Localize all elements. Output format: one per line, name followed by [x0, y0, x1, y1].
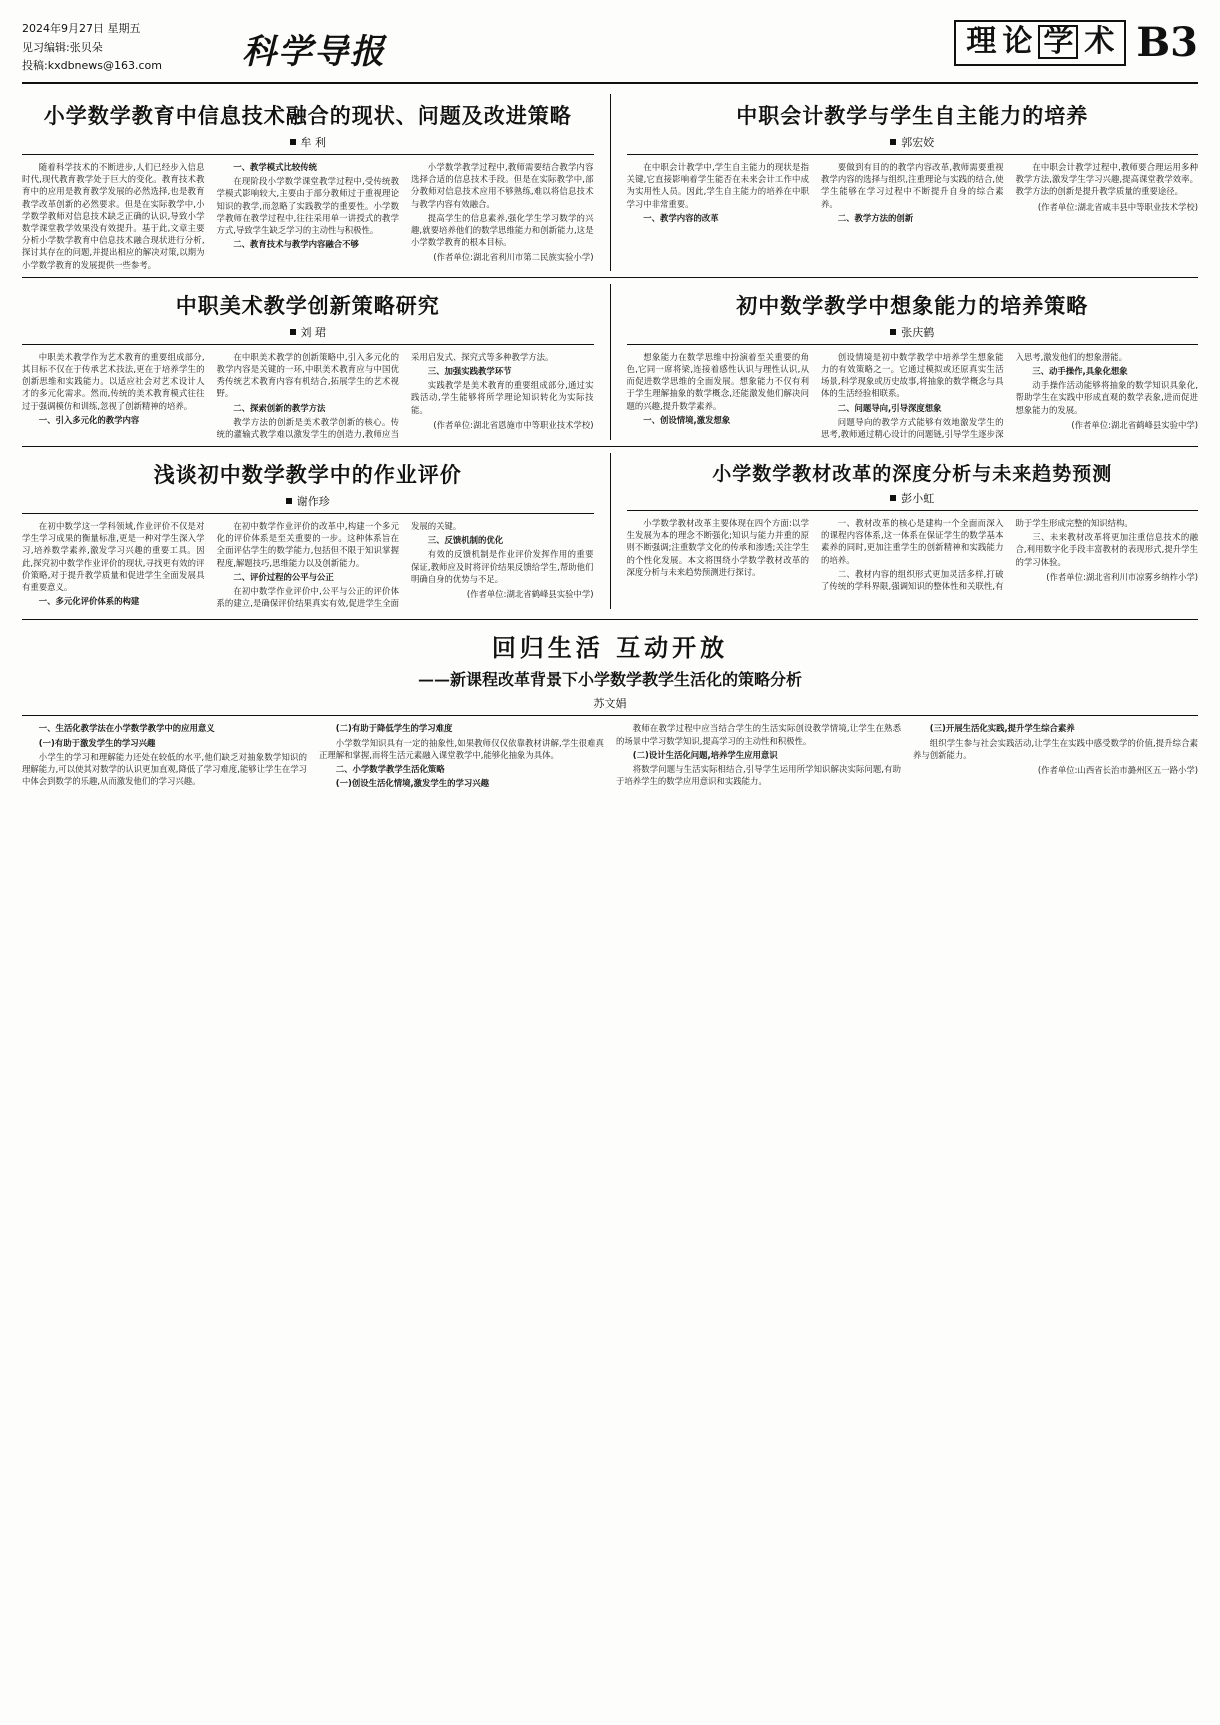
editor-line: 见习编辑:张贝朵 — [22, 40, 103, 54]
paragraph: 在中职会计教学过程中,教师要合理运用多种教学方法,激发学生学习兴趣,提高课堂教学效率。教学方法的创新是提升教学质量的重要途径。 — [1015, 162, 1198, 197]
section-char-4: 术 — [1084, 24, 1115, 59]
submission-email: 投稿:kxdbnews@163.com — [22, 59, 163, 73]
article-a7-affiliation: (作者单位:山西省长治市潞州区五一路小学) — [1037, 764, 1198, 775]
paragraph: 创设情境是初中数学教学中培养学生想象能力的有效策略之一。它通过模拟或还原真实生活场景,科学现象或历史故事,将抽象的数学概念与具体的生活经验相联系。 — [821, 351, 1004, 399]
paragraph: 实践教学是美术教育的重要组成部分,通过实践活动,学生能够将所学理论知识转化为实际技能。 — [411, 380, 594, 415]
paragraph: 三、未来教材改革将更加注重信息技术的融合,利用数字化手段丰富教材的表现形式,提升学生的学习体验。 — [1015, 532, 1198, 567]
article-a2-affiliation: (作者单位:湖北省咸丰县中等职业技术学校) — [1037, 201, 1198, 212]
section-char-3: 学 — [1038, 25, 1078, 59]
article-a2-author — [627, 134, 1199, 150]
article-a5 — [22, 453, 594, 609]
article-a6-author-name: 彭小虹 — [901, 492, 935, 506]
row-top — [22, 94, 1198, 271]
paragraph-heading: 一、多元化评价体系的构建 — [38, 596, 140, 607]
paragraph-heading: 一、生活化教学法在小学数学教学中的应用意义 — [38, 723, 215, 734]
paragraph: 提高学生的信息素养,强化学生学习数学的兴趣,就要培养他们的数学思维能力和创新能力,这是小学数学教育的根本目标。 — [411, 212, 594, 248]
article-a4 — [627, 284, 1199, 440]
article-a6 — [627, 453, 1199, 609]
article-a7-body — [22, 722, 1198, 789]
paragraph: 在中职会计教学中,学生自主能力的现状是指关键,它直接影响着学生能否在未来会计工作中成为实用性人员。因此,学生自主能力的培养在中职学习中非常重要。 — [626, 162, 809, 209]
paragraph-heading: 二、探索创新的教学方法 — [233, 402, 326, 413]
article-a1-affiliation: (作者单位:湖北省利川市第二民族实验小学) — [433, 252, 594, 263]
paragraph-heading: 一、教学模式比较传统 — [233, 162, 318, 173]
paragraph-heading: 二、问题导向,引导深度想象 — [837, 402, 942, 413]
divider — [627, 154, 1199, 155]
article-a7-subtitle: ——新课程改革背景下小学数学教学生活化的策略分析 — [417, 670, 802, 690]
column-divider — [610, 284, 611, 440]
article-a2-title: 中职会计教学与学生自主能力的培养 — [736, 103, 1089, 129]
paragraph-heading: 一、引入多元化的教学内容 — [38, 414, 140, 425]
paragraph: 想象能力在数学思维中扮演着至关重要的角色,它同一席将梁,连接着感性认识与理性认识,从而促进数学思维的全面发展。想象能力不仅有利于学生理解抽象的数学概念,还能激发他们解决问题的兴趣,提升数学素养。 — [626, 351, 809, 411]
paragraph: 二、教材内容的组织形式更加灵活多样,打破了传统的学科界限,强调知识的整体性和关联性,有助于学生形成完整的知识结构。 — [821, 518, 1133, 591]
article-a6-body — [627, 517, 1199, 592]
paragraph: 在初中数学作业评价的改革中,构建一个多元化的评价体系是至关重要的一步。这种体系旨在全面评估学生的数学能力,包括但不限于知识掌握程度,解题技巧,思维能力以及创新能力。 — [216, 521, 399, 568]
paragraph: 组织学生参与社会实践活动,让学生在实践中感受数学的价值,提升综合素养与创新能力。 — [913, 737, 1198, 760]
divider — [22, 619, 1198, 620]
article-a3 — [22, 284, 594, 440]
section-header — [954, 18, 1198, 66]
section-char-2: 论 — [1002, 24, 1033, 59]
page-number: B3 — [1136, 19, 1198, 66]
paragraph-heading: 三、反馈机制的优化 — [427, 535, 504, 546]
article-a4-author-name: 张庆鹤 — [901, 325, 935, 339]
paragraph: 在现阶段小学数学课堂教学过程中,受传统教学模式影响较大,主要由于部分教师过于重视理论知识的教学,而忽略了实践教学的重要性。小学数学教师在教学过程中,往往采用单一讲授式的教学方式,导致学生缺乏学习的主动性与积极性。 — [216, 176, 399, 235]
paragraph-heading: 三、动手操作,具象化想象 — [1032, 365, 1128, 376]
article-a3-body — [22, 351, 594, 440]
paragraph: 小学生的学习和理解能力还处在较低的水平,他们缺乏对抽象数学知识的理解能力,可以使其对数学的认识更加直观,降低了学习难度,能够让学生在学习中体会到数学的乐趣,从而激发他们的学习兴趣。 — [22, 751, 307, 787]
paragraph: 动手操作活动能够将抽象的数学知识具象化,帮助学生在实践中形成直观的数学表象,进而促进想象能力的发展。 — [1015, 380, 1198, 415]
article-a3-head — [22, 290, 594, 340]
bullet-square-icon — [890, 495, 896, 501]
paragraph: 在初中数学作业评价中,公平与公正的评价体系的建立,是确保评价结果真实有效,促进学生全面发展的关键。 — [216, 521, 462, 609]
issue-date: 2024年9月27日 星期五 — [22, 22, 141, 35]
paragraph: 教学方法的创新是美术教学创新的核心。传统的灌输式教学难以激发学生的创造力,教师应当采用启发式、探究式等多种教学方法。 — [216, 351, 554, 439]
bullet-square-icon — [890, 139, 896, 145]
paragraph: 小学数学知识具有一定的抽象性,如果教师仅仅依靠教材讲解,学生很难真正理解和掌握,而将生活元素融入课堂教学中,能够化抽象为具体。 — [319, 737, 604, 760]
paragraph-heading: 一、教学内容的改革 — [643, 212, 719, 223]
paragraph-heading: 二、评价过程的公平与公正 — [233, 571, 334, 582]
paragraph-heading: (一)创设生活化情境,激发学生的学习兴趣 — [335, 778, 490, 789]
column-divider — [610, 94, 611, 271]
article-a6-affiliation: (作者单位:湖北省利川市凉雾乡纳柞小学) — [1046, 571, 1198, 582]
masthead — [22, 18, 1198, 84]
article-a3-affiliation: (作者单位:湖北省恩施市中等职业技术学校) — [433, 419, 594, 430]
article-a3-author-name: 刘 珺 — [300, 325, 326, 339]
article-a4-author — [627, 324, 1199, 340]
article-a6-author — [627, 490, 1199, 506]
article-a2 — [627, 94, 1199, 271]
article-a5-head — [22, 459, 594, 509]
divider — [22, 446, 1198, 447]
article-a1-body — [22, 161, 594, 271]
paragraph: 问题导向的教学方式能够有效地激发学生的思考,教师通过精心设计的问题链,引导学生逐步深入思考,激发他们的想象潜能。 — [821, 351, 1128, 439]
paragraph: 随着科学技术的不断进步,人们已经步入信息时代,现代教育教学处于巨大的变化。教育技术教育中的应用是教育教学发展的必然选择,也是教育教学改革创新的必然要求。但是在实际教学中,小学数学教师对信息技术缺乏正确的认识,导致小学数学课堂教学效果没有效提升。基于此,文章主要分析小学数学教育中信息技术融合现状进行分析,探讨其存在的问题,并提出相应的解决对策,以期为小学数学教育的发展提供一些参考。 — [22, 162, 205, 270]
article-a3-author — [22, 324, 594, 340]
paragraph-heading: 一、创设情境,激发想象 — [643, 414, 731, 425]
article-a4-affiliation: (作者单位:湖北省鹤峰县实验中学) — [1071, 419, 1198, 430]
paragraph: 在中职美术教学的创新策略中,引入多元化的教学内容是关键的一环,中职美术教育应与中国优秀传统艺术教育内容有机结合,拓展学生的艺术视野。 — [216, 351, 399, 399]
paragraph-heading: 三、加强实践教学环节 — [427, 365, 512, 376]
paper-name-wrap — [232, 18, 954, 73]
article-a4-body — [627, 351, 1199, 440]
article-a7-title: 回归生活 互动开放 — [491, 633, 729, 663]
article-a7 — [22, 628, 1198, 789]
divider — [22, 154, 594, 155]
article-a5-body — [22, 520, 594, 609]
paragraph: 中职美术教学作为艺术教育的重要组成部分,其目标不仅在于传承艺术技法,更在于培养学生的创新思维和实践能力。以适应社会对艺术设计人才的多元化需求。然而,传统的美术教育模式往往过于强调模仿和训练,忽视了创新精神的培养。 — [22, 351, 205, 411]
article-a5-author — [22, 493, 594, 509]
divider — [22, 513, 594, 514]
paragraph: 将数学问题与生活实际相结合,引导学生运用所学知识解决实际问题,有助于培养学生的数学应用意识和实践能力。 — [616, 763, 901, 787]
row-middle — [22, 284, 1198, 440]
article-a1-head — [22, 100, 594, 150]
paragraph: 小学数学教材改革主要体现在四个方面:以学生发展为本的理念不断强化;知识与能力并重的原则不断强调;注重数学文化的传承和渗透;关注学生的个性化发展。本文将围绕小学数学教材改革的深度分析与未来趋势预测进行探讨。 — [626, 518, 809, 577]
article-a3-title: 中职美术教学创新策略研究 — [175, 292, 440, 318]
divider — [627, 344, 1199, 345]
article-a2-author-name: 郭宏姣 — [901, 136, 935, 150]
paragraph: 一、教材改革的核心是建构一个全面而深入的课程内容体系,这一体系在保证学生的数学基本素养的同时,更加注重学生的创新精神和实践能力的培养。 — [821, 518, 1004, 565]
paragraph-heading: 二、教学方法的创新 — [837, 212, 914, 223]
article-a4-title: 初中数学教学中想象能力的培养策略 — [736, 292, 1089, 318]
paragraph-heading: 二、小学数学教学生活化策略 — [335, 763, 445, 774]
article-a6-head — [627, 459, 1199, 506]
article-a2-body — [627, 161, 1199, 224]
paragraph: 教师在教学过程中应当结合学生的生活实际创设教学情境,让学生在熟悉的场景中学习数学知识,提高学习的主动性和积极性。 — [616, 723, 901, 746]
article-a1-author — [22, 134, 594, 150]
bullet-square-icon — [286, 498, 292, 504]
paragraph: 要做到有目的的教学内容改革,教师需要重视教学内容的选择与组织,注重理论与实践的结合,使学生能够在学习过程中不断提升自身的综合素养。 — [821, 162, 1004, 209]
article-a6-title: 小学数学教材改革的深度分析与未来趋势预测 — [712, 463, 1113, 486]
article-a1-author-name: 牟 利 — [300, 136, 326, 150]
paragraph-heading: (二)设计生活化问题,培养学生应用意识 — [632, 749, 778, 760]
divider — [627, 510, 1199, 511]
section-label-box — [954, 20, 1126, 66]
page-body — [22, 94, 1198, 789]
divider — [22, 715, 1198, 716]
paragraph: 有效的反馈机制是作业评价发挥作用的重要保证,教师应及时将评价结果反馈给学生,帮助他们明确自身的优势与不足。 — [411, 549, 594, 584]
divider — [22, 277, 1198, 278]
section-char-1: 理 — [966, 24, 997, 59]
paragraph-heading: 二、教育技术与教学内容融合不够 — [233, 239, 359, 250]
paragraph-heading: (二)有助于降低学生的学习难度 — [335, 723, 453, 734]
bullet-square-icon — [890, 329, 896, 335]
bullet-square-icon — [290, 329, 296, 335]
article-a5-title: 浅谈初中数学教学中的作业评价 — [153, 462, 462, 488]
paragraph: 在初中数学这一学科领域,作业评价不仅是对学生学习成果的衡量标准,更是一种对学生深入学习,培养数学素养,激发学习兴趣的重要工具。因此,探究初中数学作业评价的现状,寻找更有效的评价策略,对于提升教学质量和促进学生全面发展具有重要意义。 — [22, 521, 205, 592]
article-a1 — [22, 94, 594, 271]
article-a7-author — [22, 695, 1198, 711]
article-a1-title: 小学数学教育中信息技术融合的现状、问题及改进策略 — [43, 103, 572, 129]
masthead-info — [22, 18, 232, 76]
article-a2-head — [627, 100, 1199, 150]
article-a5-affiliation: (作者单位:湖北省鹤峰县实验中学) — [466, 589, 594, 599]
article-a4-head — [627, 290, 1199, 340]
paragraph-heading: (一)有助于激发学生的学习兴趣 — [38, 737, 156, 748]
divider — [22, 344, 594, 345]
paper-name: 科学导报 — [242, 32, 386, 72]
bullet-square-icon — [290, 139, 296, 145]
paragraph-heading: (三)开展生活化实践,提升学生综合素养 — [929, 723, 1075, 734]
paragraph: 小学数学教学过程中,教师需要结合教学内容选择合适的信息技术手段。但是在实际教学中,部分教师对信息技术应用不够熟练,难以将信息技术与教学内容有效融合。 — [411, 162, 594, 209]
row-lower — [22, 453, 1198, 609]
column-divider — [610, 453, 611, 609]
article-a5-author-name: 谢作珍 — [296, 495, 330, 509]
article-a7-author-name: 苏文娟 — [593, 697, 627, 711]
